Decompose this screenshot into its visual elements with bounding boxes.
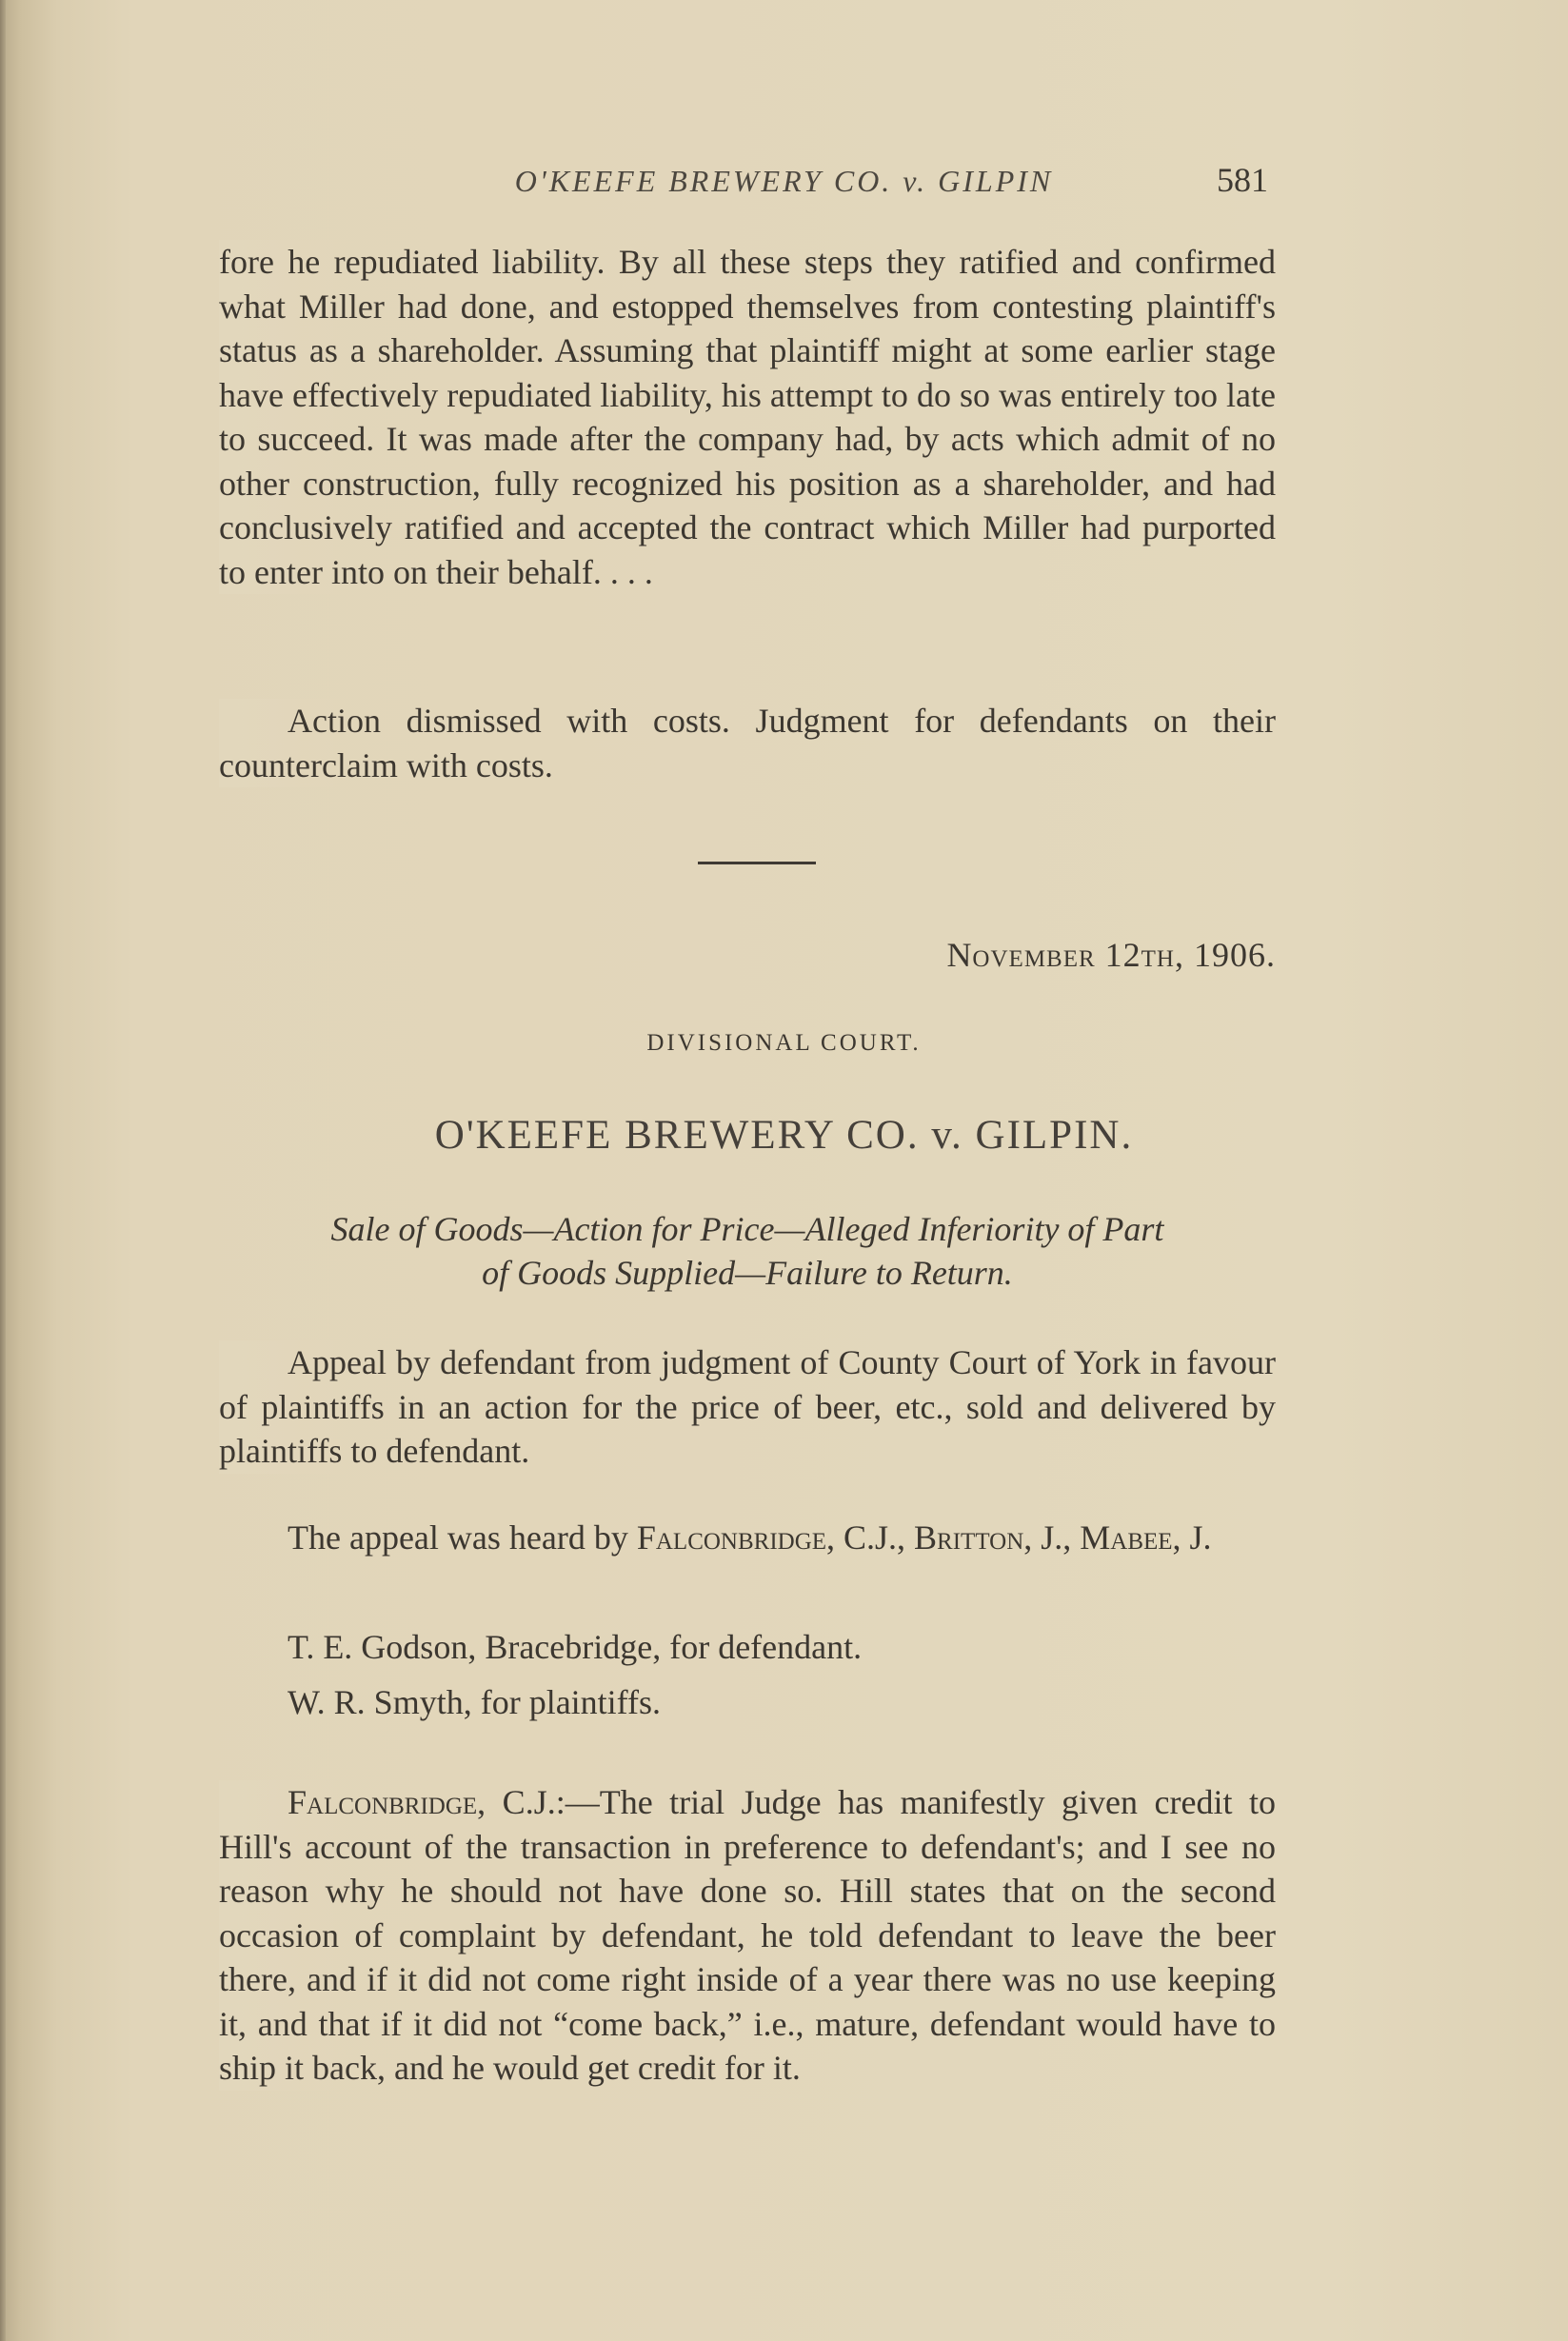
counsel-plaintiffs: [219, 1680, 1276, 1725]
headnote: [219, 1207, 1276, 1295]
appeal-statement: [219, 1340, 1276, 1474]
disposition: [219, 699, 1276, 787]
counsel-defendant: [219, 1625, 1276, 1670]
hearing-paragraph: [219, 1516, 1276, 1560]
hearing-judges: Falconbridge, C.J., Britton, J., Mabee, J.: [636, 1518, 1212, 1557]
continued-paragraph: fore he repudiated liability. By all these steps they ratified and confirmed what Miller had done, and estopped themselves from contesting plaintiff's status as a shareholder. Assuming that plaintiff might at some earlier stage have effectively repudiated liability, his attempt to do so was entirely too late to succeed. It was made after the company had, by acts which admit of no other construction, fully recognized his position as a shareholder, and had conclusively ratified and accepted the contract which Miller had purported to enter into on their behalf. . . .: [219, 240, 1276, 594]
continued-opinion: [219, 240, 1276, 594]
court-name: DIVISIONAL COURT.: [646, 1030, 922, 1056]
judgment: [219, 1780, 1276, 2091]
headnote-line: Sale of Goods—Action for Price—Alleged Inferiority of Part: [330, 1210, 1164, 1248]
hearing-prefix: The appeal was heard by: [288, 1518, 637, 1557]
binding-gutter: [0, 0, 6, 2341]
decision-date: November 12th, 1906.: [946, 936, 1276, 974]
judgment-judge: Falconbridge, C.J.: [288, 1783, 556, 1821]
headnote-line: of Goods Supplied—Failure to Return.: [482, 1254, 1013, 1292]
running-head-title: O'KEEFE BREWERY CO. v. GILPIN: [514, 164, 1054, 198]
hearing-statement: [219, 1516, 1276, 1560]
counsel-defendant-line: T. E. Godson, Bracebridge, for defendant.: [288, 1628, 863, 1666]
judgment-text: :—The trial Judge has manifestly given credit to Hill's account of the transaction in preference to defendant's; and I see no reason why he should not have done so. Hill states that on the second occasion of complaint by defendant, he told defendant to leave the beer there, and if it did not come right inside of a year there was no use keeping it, and that if it did not “come back,” i.e., mature, defendant would have to ship it back, and he would get credit for it.: [219, 1783, 1276, 2087]
case-title: O'KEEFE BREWERY CO. v. GILPIN.: [434, 1113, 1134, 1158]
disposition-paragraph: Action dismissed with costs. Judgment for defendants on their counterclaim with costs.: [219, 699, 1276, 787]
judgment-paragraph: [219, 1780, 1276, 2091]
counsel-plaintiffs-line: W. R. Smyth, for plaintiffs.: [288, 1683, 662, 1721]
running-head: [0, 160, 1568, 208]
appeal-paragraph: Appeal by defendant from judgment of County Court of York in favour of plaintiffs in an action for the price of beer, etc., sold and delivered by plaintiffs to defendant.: [219, 1340, 1276, 1474]
section-divider: [698, 862, 816, 864]
page-number: 581: [1217, 161, 1268, 199]
